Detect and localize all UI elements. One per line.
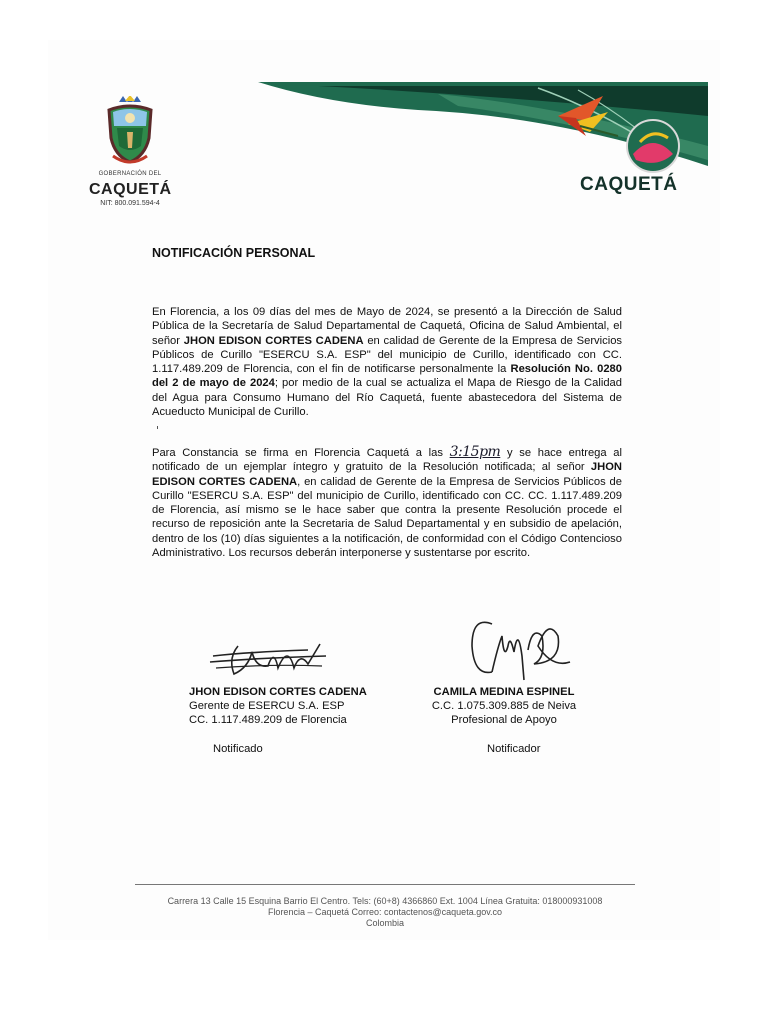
notification-paragraph-2 <box>152 445 622 560</box>
notifier-name: CAMILA MEDINA ESPINEL <box>433 686 575 698</box>
notified-position: Gerente de ESERCU S.A. ESP <box>189 700 345 712</box>
document-title: NOTIFICACIÓN PERSONAL <box>152 246 316 260</box>
footer-email: Florencia – Caquetá Correo: contactenos@caqueta.gov.co <box>267 907 503 917</box>
footer-country: Colombia <box>365 918 405 928</box>
role-notified: Notificado <box>213 743 263 755</box>
p2-text-c: , en calidad de Gerente de la Empresa de Servicios Públicos de Curillo "ESERCU S.A. ESP" del municipio de Curillo, identificado con CC. CC. 1.117.489.209 de Florencia, así mismo se le hace saber que contra la presente Resolución procede el recurso de reposición ante la Secretaria de Salud Departamental y en subsidio de apelación, dentro de los (10) días siguientes a la notificación, de conformidad con el Código Contencioso Administrativo. Los recursos deberán interponerse y sustentarse por escrito. <box>152 475 622 560</box>
governorate-name: CAQUETÁ <box>89 181 172 198</box>
notifier-position: Profesional de Apoyo <box>451 714 557 726</box>
signature-block-notified <box>189 685 389 727</box>
notified-id: CC. 1.117.489.209 de Florencia <box>189 714 347 726</box>
role-notifier: Notificador <box>487 743 541 755</box>
p1-person-name: JHON EDISON CORTES CADENA <box>183 334 364 347</box>
p1-resolution: Resolución No. 0280 del 2 de mayo de 2024 <box>152 363 622 390</box>
p2-person-name: JHON EDISON CORTES CADENA <box>152 461 622 488</box>
footer-divider <box>135 884 635 885</box>
p1-text-b: en calidad de Gerente de la Empresa de Servicios Públicos de Curillo "ESERCU S.A. ESP" del municipio de Curillo, identificado con CC. 1.117.489.209 de Florencia, con el fin de notificarse personalmente la <box>152 334 623 376</box>
p2-text-b: y se hace entrega al notificado de un ejemplar íntegro y gratuito de la Resolución notificada; al señor <box>152 447 622 474</box>
emblem-circle-icon <box>627 120 679 172</box>
footer-address: Carrera 13 Calle 15 Esquina Barrio El Centro. Tels: (60+8) 4366860 Ext. 1004 Línea Gratuita: 018000931008 <box>167 896 603 906</box>
banner-caqueta-word: CAQUETÁ <box>580 174 678 195</box>
handwritten-time: 3:15pm <box>449 444 501 460</box>
p1-text-c: ; por medio de la cual se actualiza el Mapa de Riesgo de la Calidad del Agua para Consumo Humano del Río Caquetá, fuente abastecedora del Sistema de Acueducto Municipal de Curillo. <box>152 377 622 419</box>
stray-mark <box>157 426 158 429</box>
signature-notified-image <box>208 638 328 680</box>
p2-text-a: Para Constancia se firma en Florencia Caquetá a las <box>152 447 450 459</box>
notified-name: JHON EDISON CORTES CADENA <box>189 686 367 698</box>
notifier-id: C.C. 1.075.309.885 de Neiva <box>431 700 577 712</box>
signature-notifier-image <box>462 606 582 686</box>
governorate-crest-logo <box>105 96 155 168</box>
governorate-label: GOBERNACIÓN DEL <box>98 171 162 177</box>
notification-paragraph-1 <box>152 305 622 419</box>
nit-number: NIT: 800.091.594-4 <box>100 200 160 207</box>
p1-text-a: En Florencia, a los 09 días del mes de Mayo de 2024, se presentó a la Dirección de Salud Pública de la Secretaría de Salud Departamental de Caquetá, Oficina de Salud Ambiental, el señor <box>152 306 622 347</box>
signature-block-notifier <box>418 685 590 727</box>
